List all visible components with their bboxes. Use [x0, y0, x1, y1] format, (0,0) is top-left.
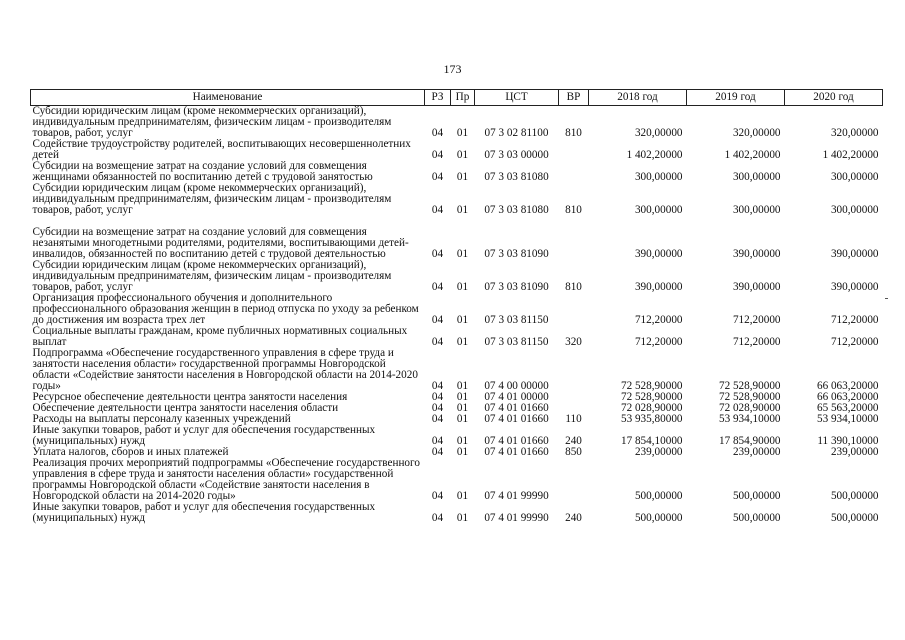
row-2020: 390,00000 — [830, 281, 879, 293]
table-row — [31, 348, 883, 392]
row-name: Субсидии юридическим лицам (кроме некоммерческих организаций), индивидуальным предпринимателям, физическим лицам - производителям товаров, работ, услуг — [32, 105, 392, 139]
header-2020: 2020 год — [785, 90, 883, 106]
row-2019: 320,00000 — [732, 127, 781, 139]
row-vr — [559, 348, 589, 392]
table-header-row — [31, 90, 883, 106]
row-pr: 01 — [456, 204, 469, 216]
row-cst: 07 4 00 00000 — [484, 380, 549, 392]
header-rz: РЗ — [425, 90, 451, 106]
row-2020: 65 563,20000 — [816, 402, 879, 414]
row-2019: 390,00000 — [732, 248, 781, 260]
row-name: Субсидии на возмещение затрат на создание условий для совмещения женщинами обязанностей по воспитанию детей с трудовой занятостью — [32, 160, 373, 183]
header-name: Наименование — [31, 90, 425, 106]
row-rz: 04 — [431, 248, 444, 260]
row-2020: 300,00000 — [830, 171, 879, 183]
row-vr: 810 — [565, 127, 582, 139]
row-2018: 53 935,80000 — [620, 413, 683, 425]
row-rz: 04 — [431, 380, 444, 392]
table-row — [31, 183, 883, 216]
row-2018: 712,20000 — [634, 314, 683, 326]
row-2020: 66 063,20000 — [816, 380, 879, 392]
row-2019: 72 028,90000 — [718, 402, 781, 414]
row-rz: 04 — [431, 391, 444, 403]
row-pr: 01 — [456, 402, 469, 414]
row-2018: 500,00000 — [634, 512, 683, 524]
page-number: 173 — [443, 62, 462, 76]
header-pr: Пр — [451, 90, 475, 106]
row-vr — [559, 216, 589, 260]
row-2020: 11 390,10000 — [817, 435, 879, 447]
row-rz: 04 — [431, 314, 444, 326]
row-2019: 300,00000 — [732, 204, 781, 216]
row-pr: 01 — [456, 490, 469, 502]
row-2020: 239,00000 — [830, 446, 879, 458]
row-pr: 01 — [456, 127, 469, 139]
header-cst: ЦСТ — [475, 90, 559, 106]
table-row — [31, 458, 883, 502]
row-rz: 04 — [431, 413, 444, 425]
row-vr — [559, 293, 589, 326]
row-vr: 240 — [565, 512, 582, 524]
table-row — [31, 502, 883, 524]
row-rz: 04 — [431, 512, 444, 524]
row-pr: 01 — [456, 149, 469, 161]
row-cst: 07 4 01 99990 — [484, 490, 549, 502]
row-rz: 04 — [431, 490, 444, 502]
row-vr: 240 — [565, 435, 582, 447]
row-2019: 17 854,90000 — [718, 435, 781, 447]
row-cst: 07 4 01 01660 — [484, 402, 549, 414]
row-rz: 04 — [431, 446, 444, 458]
table-row — [31, 326, 883, 348]
table-row — [31, 293, 883, 326]
row-pr: 01 — [456, 391, 469, 403]
row-2019: 72 528,90000 — [718, 380, 781, 392]
table-row — [31, 216, 883, 260]
row-name: Содействие трудоустройству родителей, воспитывающих несовершеннолетних детей — [32, 138, 411, 161]
header-vr: ВР — [559, 90, 589, 106]
row-cst: 07 3 03 00000 — [484, 149, 549, 161]
row-2019: 72 528,90000 — [718, 391, 781, 403]
row-2018: 1 402,20000 — [626, 149, 683, 161]
row-2019: 390,00000 — [732, 281, 781, 293]
row-pr: 01 — [456, 380, 469, 392]
row-vr: 810 — [565, 281, 582, 293]
row-rz: 04 — [431, 336, 444, 348]
row-pr: 01 — [456, 446, 469, 458]
scan-mark — [885, 298, 888, 299]
row-cst: 07 4 01 01660 — [484, 446, 549, 458]
row-2020: 320,00000 — [830, 127, 879, 139]
row-2020: 53 934,10000 — [816, 413, 879, 425]
row-2018: 712,20000 — [634, 336, 683, 348]
row-2020: 1 402,20000 — [822, 149, 879, 161]
row-2019: 712,20000 — [732, 336, 781, 348]
table-row — [31, 106, 883, 140]
row-cst: 07 3 03 81080 — [484, 204, 549, 216]
row-pr: 01 — [456, 435, 469, 447]
row-name: Ресурсное обеспечение деятельности центра занятости населения — [32, 391, 348, 403]
row-2019: 500,00000 — [732, 490, 781, 502]
table-row — [31, 161, 883, 183]
row-pr: 01 — [456, 171, 469, 183]
row-rz: 04 — [431, 435, 444, 447]
row-pr: 01 — [456, 512, 469, 524]
row-name: Социальные выплаты гражданам, кроме публичных нормативных социальных выплат — [32, 325, 408, 348]
row-vr: 110 — [565, 413, 582, 425]
row-rz: 04 — [431, 127, 444, 139]
row-cst: 07 3 03 81090 — [484, 248, 549, 260]
row-2018: 72 028,90000 — [620, 402, 683, 414]
row-2020: 500,00000 — [830, 512, 879, 524]
row-vr: 850 — [565, 446, 582, 458]
row-name: Расходы на выплаты персоналу казенных учреждений — [32, 413, 291, 425]
row-rz: 04 — [431, 204, 444, 216]
row-2020: 66 063,20000 — [816, 391, 879, 403]
row-name: Организация профессионального обучения и дополнительного профессионального образования женщин в период отпуска по уходу за ребенком до достижения им возраста трех лет — [32, 292, 419, 326]
row-2018: 390,00000 — [634, 248, 683, 260]
row-2020: 390,00000 — [830, 248, 879, 260]
row-rz: 04 — [431, 402, 444, 414]
row-name: Иные закупки товаров, работ и услуг для обеспечения государственных (муниципальных) нужд — [32, 424, 376, 447]
row-2019: 1 402,20000 — [724, 149, 781, 161]
row-vr — [559, 161, 589, 183]
row-2018: 300,00000 — [634, 171, 683, 183]
row-vr — [559, 139, 589, 161]
row-vr: 810 — [565, 204, 582, 216]
header-2019: 2019 год — [687, 90, 785, 106]
row-cst: 07 3 03 81080 — [484, 171, 549, 183]
row-2020: 712,20000 — [830, 336, 879, 348]
row-vr: 320 — [565, 336, 582, 348]
row-2019: 239,00000 — [732, 446, 781, 458]
row-cst: 07 3 03 81150 — [484, 314, 549, 326]
row-2018: 390,00000 — [634, 281, 683, 293]
row-2019: 500,00000 — [732, 512, 781, 524]
row-name: Уплата налогов, сборов и иных платежей — [32, 446, 229, 458]
row-2020: 500,00000 — [830, 490, 879, 502]
row-name: Иные закупки товаров, работ и услуг для обеспечения государственных (муниципальных) нужд — [32, 501, 376, 524]
table-row — [31, 139, 883, 161]
row-2018: 17 854,10000 — [620, 435, 683, 447]
header-2018: 2018 год — [589, 90, 687, 106]
table-row — [31, 260, 883, 293]
row-2018: 300,00000 — [634, 204, 683, 216]
row-2020: 300,00000 — [830, 204, 879, 216]
row-vr — [559, 458, 589, 502]
row-2019: 53 934,10000 — [718, 413, 781, 425]
row-cst: 07 4 01 99990 — [484, 512, 549, 524]
row-cst: 07 4 01 01660 — [484, 413, 549, 425]
row-pr: 01 — [456, 413, 469, 425]
row-cst: 07 4 01 01660 — [484, 435, 549, 447]
row-name: Субсидии юридическим лицам (кроме некоммерческих организаций), индивидуальным предпринимателям, физическим лицам - производителям товаров, работ, услуг — [32, 259, 392, 293]
row-2018: 72 528,90000 — [620, 380, 683, 392]
row-pr: 01 — [456, 281, 469, 293]
row-2018: 72 528,90000 — [620, 391, 683, 403]
row-name: Подпрограмма «Обеспечение государственного управления в сфере труда и занятости населения области» государственной программы Новгородской области «Содействие занятости населения в Новгородской области на 2014-2020 годы» — [32, 347, 418, 392]
row-name: Реализация прочих мероприятий подпрограммы «Обеспечение государственного управления в сфере труда и занятости населения области» государственной программы Новгородской области «Содействие занятости населения в Новгородской области на 2014-2020 годы» — [32, 457, 420, 502]
row-pr: 01 — [456, 314, 469, 326]
row-2018: 239,00000 — [634, 446, 683, 458]
row-name: Субсидии юридическим лицам (кроме некоммерческих организаций), индивидуальным предпринимателям, физическим лицам - производителям товаров, работ, услуг — [32, 182, 392, 216]
budget-table — [30, 89, 883, 524]
row-2020: 712,20000 — [830, 314, 879, 326]
row-vr — [559, 392, 589, 403]
row-cst: 07 3 03 81150 — [484, 336, 549, 348]
row-rz: 04 — [431, 171, 444, 183]
row-cst: 07 4 01 00000 — [484, 391, 549, 403]
row-2019: 712,20000 — [732, 314, 781, 326]
row-pr: 01 — [456, 336, 469, 348]
table-row — [31, 425, 883, 447]
row-cst: 07 3 03 81090 — [484, 281, 549, 293]
row-rz: 04 — [431, 281, 444, 293]
row-pr: 01 — [456, 248, 469, 260]
row-cst: 07 3 02 81100 — [484, 127, 549, 139]
row-2019: 300,00000 — [732, 171, 781, 183]
row-rz: 04 — [431, 149, 444, 161]
row-name: Обеспечение деятельности центра занятости населения области — [32, 402, 339, 414]
row-2018: 320,00000 — [634, 127, 683, 139]
row-name: Субсидии на возмещение затрат на создание условий для совмещения незанятыми многодетными родителями, родителями, воспитывающими детей-инвалидов, обязанностей по воспитанию детей с трудовой деятельностью — [32, 226, 409, 260]
row-2018: 500,00000 — [634, 490, 683, 502]
